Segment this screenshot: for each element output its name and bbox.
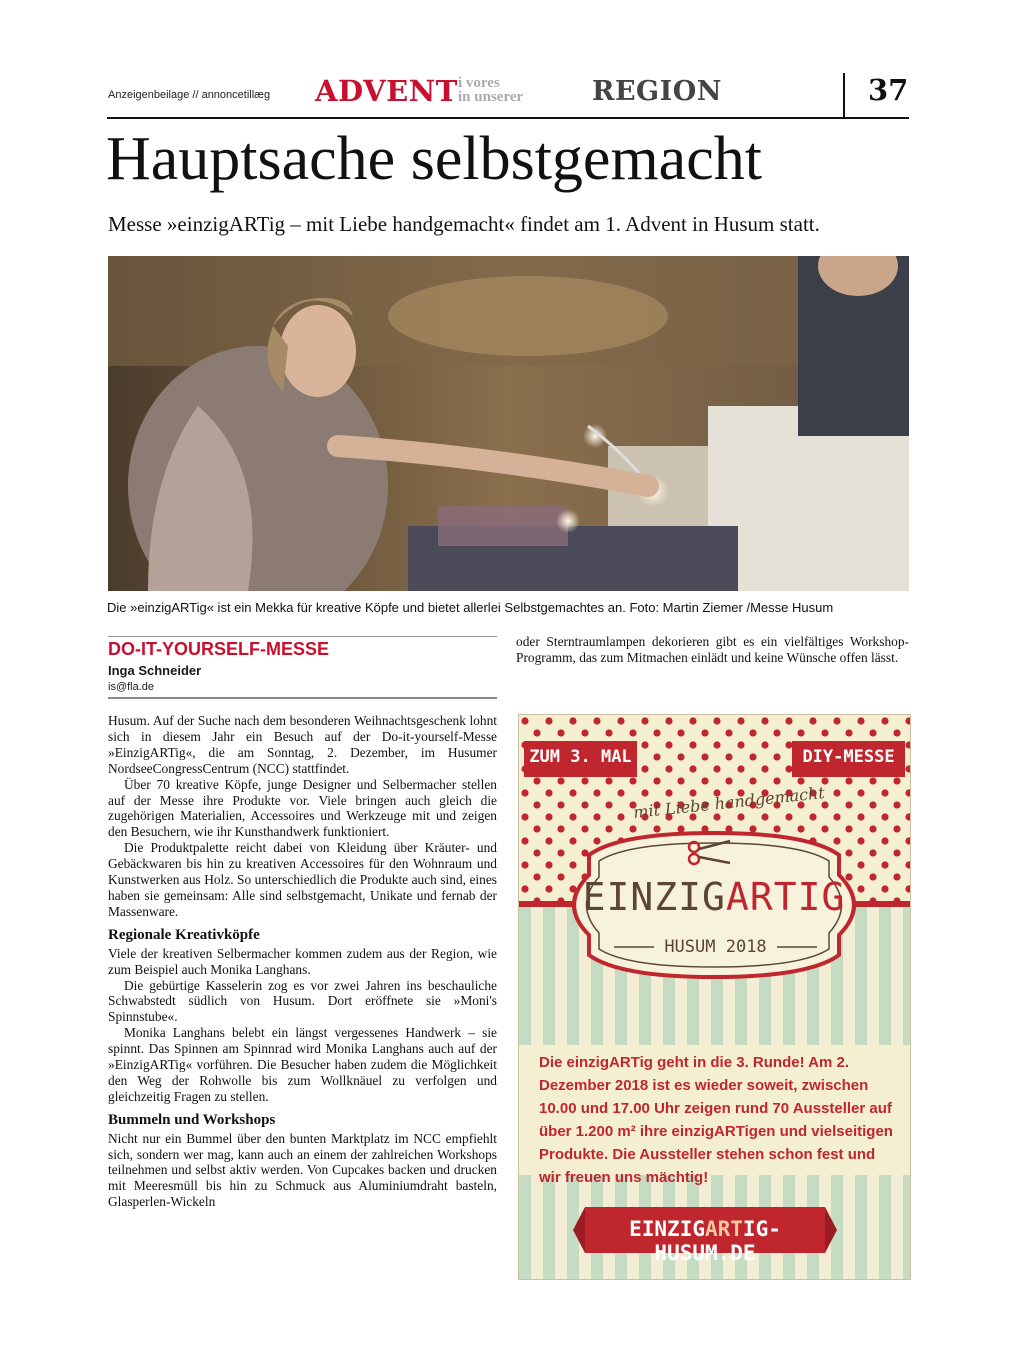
page-number: 37 (868, 73, 909, 107)
ad-logo-part2: ARTIG (725, 875, 846, 919)
advertisement (518, 714, 911, 1280)
article-column-left (108, 713, 497, 1210)
ad-badge-right: DIY-MESSE (802, 747, 895, 767)
ad-tagline: mit Liebe handgemacht (632, 783, 826, 823)
section-ivores: i vores (458, 75, 500, 91)
paragraph: Die gebürtige Kasselerin zog es vor zwei Jahren ins beschauliche Schwabstedt südlich von Husum. Dort eröffnete sie »Moni's Spinnstube«. (108, 977, 497, 1025)
kicker: DO-IT-YOURSELF-MESSE (108, 639, 330, 659)
section-region: REGION (592, 76, 722, 107)
photo-illustration (108, 256, 909, 591)
kicker-rule (108, 636, 497, 637)
headline: Hauptsache selbstgemacht (106, 125, 762, 193)
ad-logo-sub: HUSUM 2018 (664, 937, 767, 957)
section-inunserer: in unserer (458, 89, 524, 105)
paragraph: oder Sterntraumlampen dekorieren gibt es ein vielfältiges Workshop-Programm, das zum Mitmachen einlädt und keine Wünsche offen lässt. (516, 634, 909, 665)
paragraph: Nicht nur ein Bummel über den bunten Marktplatz im NCC empfiehlt sich, sondern wer mag, kann auch an einem der zahlreichen Workshops teilnehmen und selbst aktiv werden. Von Cupcakes backen und drucken mit Meeresmüll bis hin zu Schmuck aus Aluminiumdraht basteln, Glasperlen-Wickeln (108, 1130, 497, 1210)
section-advent: ADVENT (315, 74, 458, 108)
subheading: Bummeln und Workshops (108, 1111, 276, 1128)
article-column-right (516, 634, 909, 666)
section-connector (458, 76, 523, 104)
ad-logo (579, 875, 849, 919)
author-name: Inga Schneider (108, 663, 202, 678)
ad-logo-part1: EINZIG (582, 875, 726, 919)
ad-url-part2: ART (704, 1217, 743, 1241)
ad-body-text: Die einzigARTig geht in die 3. Runde! Am 2. Dezember 2018 ist es wieder soweit, zwischen 10.00 und 17.00 Uhr zeigen rund 70 Aussteller auf über 1.200 m² ihre einzigARTigen und vielseitigen Produkte. Die Aussteller stehen schon fest und wir freuen uns mächtig! (539, 1054, 893, 1186)
header-rule (107, 117, 909, 119)
author-email: is@fla.de (108, 681, 155, 693)
ad-url (585, 1217, 825, 1265)
ad-url-part1: EINZIG (629, 1217, 705, 1241)
ad-badge-left: ZUM 3. MAL (529, 747, 632, 767)
supplement-label: Anzeigenbeilage // annoncetillæg (108, 89, 271, 101)
paragraph: Über 70 kreative Köpfe, junge Designer und Selbermacher stellen auf der Messe ihre Produkte vor. Viele bringen auch gleich die zugehörigen Materialien, Accessoires und Werkzeuge mit und zeigen den Besuchern, wie ihr Kunsthandwerk funktioniert. (108, 776, 497, 840)
subheading: Regionale Kreativköpfe (108, 926, 260, 943)
byline-rule (108, 697, 497, 699)
photo-caption: Die »einzigARTig« ist ein Mekka für kreative Köpfe und bietet allerlei Selbstgemachtes an. Foto: Martin Ziemer /Messe Husum (107, 600, 834, 615)
subheadline: Messe »einzigARTig – mit Liebe handgemacht« findet am 1. Advent in Husum statt. (108, 212, 820, 236)
ad-url-part3: IG-HUSUM.DE (654, 1217, 781, 1265)
paragraph: Monika Langhans belebt ein längst vergessenes Handwerk – sie spinnt. Das Spinnen am Spinnrad wird Monika Langhans auch auf der »EinzigARTig« vorführen. Die Besucher haben zudem die Möglichkeit den Weg der Rohwolle bis zum Wollknäuel zu verfolgen und gleichzeitig Fragen zu stellen. (108, 1025, 497, 1104)
paragraph: Husum. Auf der Suche nach dem besonderen Weihnachtsgeschenk lohnt sich in diesem Jahr ein Besuch auf der Do-it-yourself-Messe »EinzigARTig«, die am Sonntag, 2. Dezember, im Husumer NordseeCongressCentrum (NCC) stattfindet. (108, 713, 497, 776)
header-divider (843, 73, 845, 117)
article-photo (108, 256, 909, 591)
paragraph: Die Produktpalette reicht dabei von Kleidung über Kräuter- und Gebäckwaren bis hin zu kreativen Accessoires für den Wohnraum und Kunstwerken aus Holz. So unterschiedlich die Produkte auch sind, eines haben sie gemeinsam: Alle sind selbstgemacht, Unikate und fernab der Massenware. (108, 840, 497, 919)
paragraph: Viele der kreativen Selbermacher kommen zudem aus der Region, wie zum Beispiel auch Monika Langhans. (108, 945, 497, 977)
